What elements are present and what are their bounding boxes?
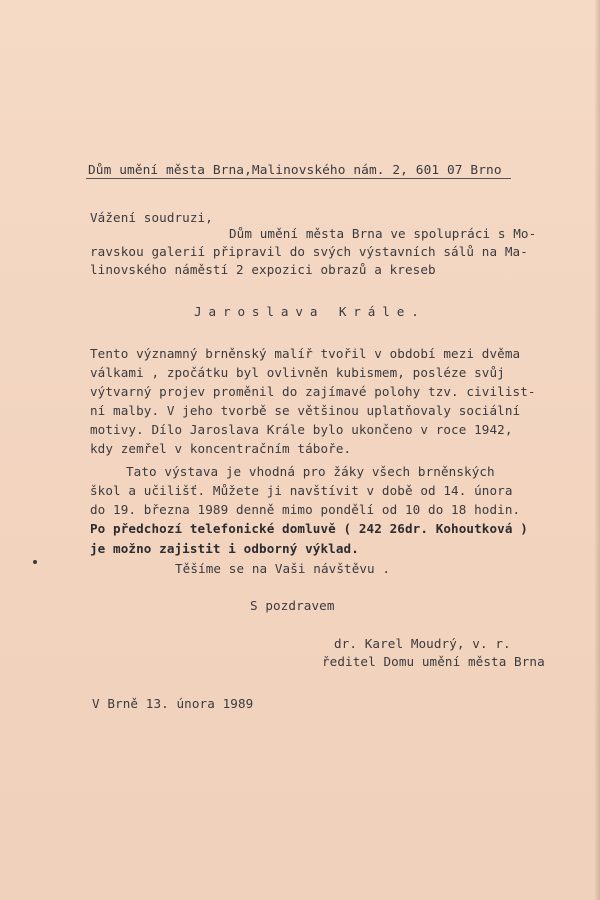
body2-bold-line-2: je možno zajistit i odborný výklad. xyxy=(90,541,359,556)
body1-line-5: motivy. Dílo Jaroslava Krále bylo ukončeno v roce 1942, xyxy=(90,422,513,437)
body1-line-4: ní malby. V jeho tvorbě se většinou uplatňovaly sociální xyxy=(90,403,521,418)
letterhead-underline xyxy=(86,178,511,179)
body1-line-6: kdy zemřel v koncentračním táboře. xyxy=(90,441,352,456)
ink-dot xyxy=(33,560,37,564)
intro-line-3: linovského náměstí 2 expozici obrazů a kreseb xyxy=(90,262,436,277)
closing-wish: Těšíme se na Vaši návštěvu . xyxy=(175,561,391,576)
body1-line-1: Tento významný brněnský malíř tvořil v období mezi dvěma xyxy=(90,346,521,361)
signature-title: ředitel Domu umění města Brna xyxy=(322,654,545,669)
paper-edge-shadow xyxy=(594,0,600,900)
greeting: S pozdravem xyxy=(250,598,335,613)
body2-line-2: škol a učilišť. Můžete ji navštívit v době od 14. února xyxy=(90,483,513,498)
signature-name: dr. Karel Moudrý, v. r. xyxy=(334,636,511,651)
intro-line-1: Dům umění města Brna ve spolupráci s Mo- xyxy=(229,226,537,241)
place-date: V Brně 13. února 1989 xyxy=(92,696,254,711)
body2-line-1: Tato výstava je vhodná pro žáky všech brněnských xyxy=(126,464,495,479)
salutation: Vážení soudruzi, xyxy=(90,210,213,225)
intro-line-2: ravskou galerií připravil do svých výstavních sálů na Ma- xyxy=(90,244,528,259)
body1-line-3: výtvarný projev proměnil do zajímavé polohy tzv. civilist- xyxy=(90,384,536,399)
letterhead: Dům umění města Brna,Malinovského nám. 2, 601 07 Brno xyxy=(88,163,502,178)
body1-line-2: válkami , zpočátku byl ovlivněn kubismem, posléze svůj xyxy=(90,365,505,380)
artist-name: Jaroslava Krále. xyxy=(194,304,426,319)
body2-bold-line-1: Po předchozí telefonické domluvě ( 242 26dr. Kohoutková ) xyxy=(90,521,528,536)
body2-line-3: do 19. března 1989 denně mimo pondělí od 10 do 18 hodin. xyxy=(90,502,521,517)
